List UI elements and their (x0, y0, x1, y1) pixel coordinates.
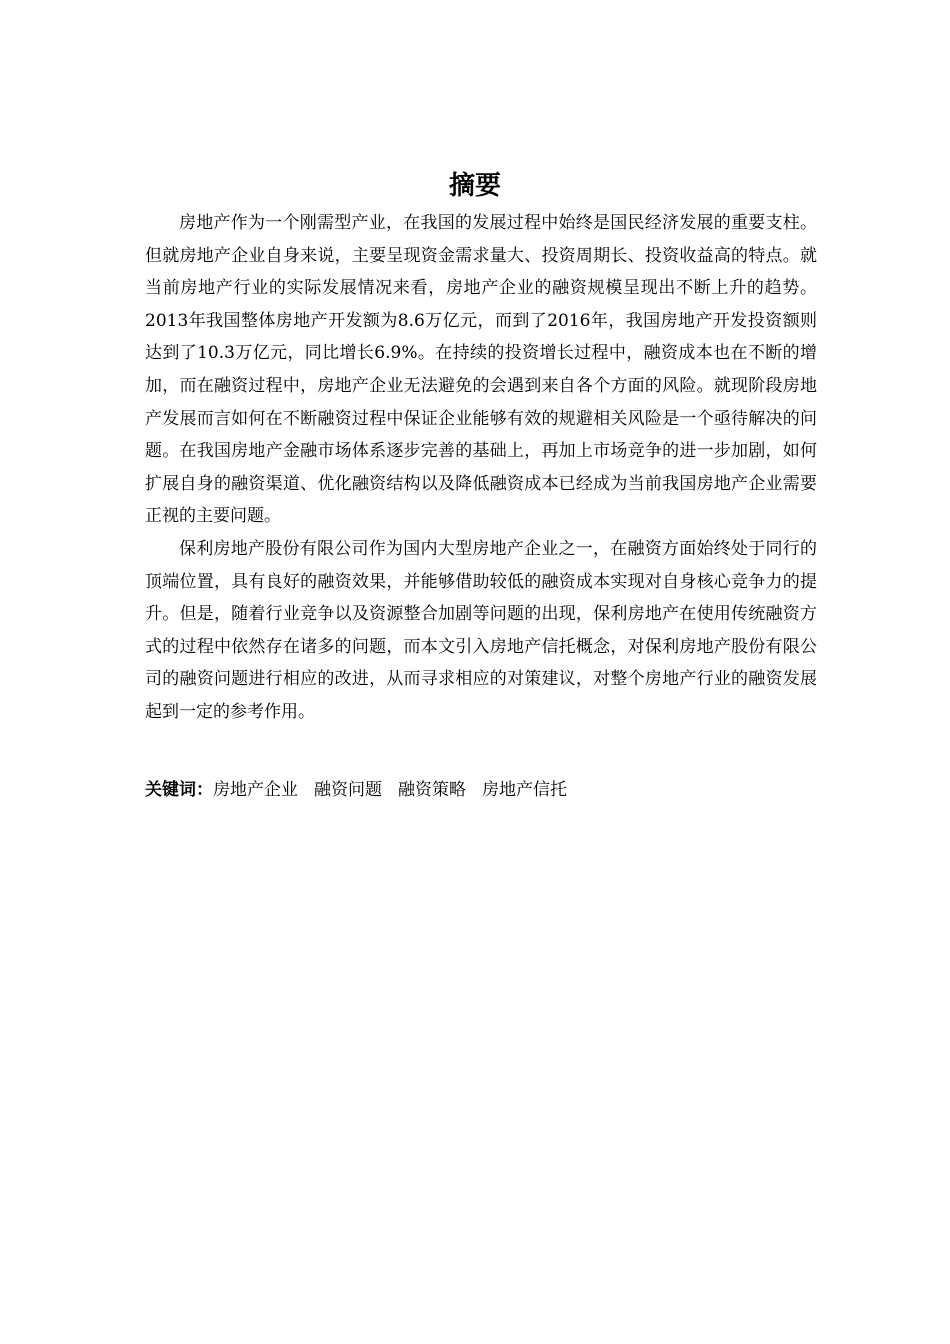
abstract-body (145, 207, 817, 729)
keyword-item: 房地产企业 (213, 780, 298, 800)
abstract-paragraph-2: 保利房地产股份有限公司作为国内大型房地产企业之一，在融资方面始终处于同行的顶端位置，具有良好的融资效果，并能够借助较低的融资成本实现对自身核心竞争力的提升。但是，随着行业竞争以及资源整合加剧等问题的出现，保利房地产在使用传统融资方式的过程中依然存在诸多的问题，而本文引入房地产信托概念，对保利房地产股份有限公司的融资问题进行相应的改进，从而寻求相应的对策建议，对整个房地产行业的融资发展起到一定的参考作用。 (145, 538, 817, 722)
page-title: 摘要 (448, 171, 501, 201)
keyword-item: 房地产信托 (482, 780, 567, 800)
abstract-paragraph-1: 房地产作为一个刚需型产业，在我国的发展过程中始终是国民经济发展的重要支柱。但就房地产企业自身来说，主要呈现资金需求量大、投资周期长、投资收益高的特点。就当前房地产行业的实际发展情况来看，房地产企业的融资规模呈现出不断上升的趋势。2013年我国整体房地产开发额为8.6万亿元，而到了2016年，我国房地产开发投资额则达到了10.3万亿元，同比增长6.9%。在持续的投资增长过程中，融资成本也在不断的增加，而在融资过程中，房地产企业无法避免的会遇到来自各个方面的风险。就现阶段房地产发展而言如何在不断融资过程中保证企业能够有效的规避相关风险是一个亟待解决的问题。在我国房地产金融市场体系逐步完善的基础上，再加上市场竞争的进一步加剧，如何扩展自身的融资渠道、优化融资结构以及降低融资成本已经成为当前我国房地产企业需要正视的主要问题。 (145, 213, 817, 527)
keyword-item: 融资问题 (314, 780, 382, 800)
keyword-item: 融资策略 (398, 780, 466, 800)
keywords-label: 关键词： (145, 780, 213, 800)
keywords-line (145, 774, 817, 806)
